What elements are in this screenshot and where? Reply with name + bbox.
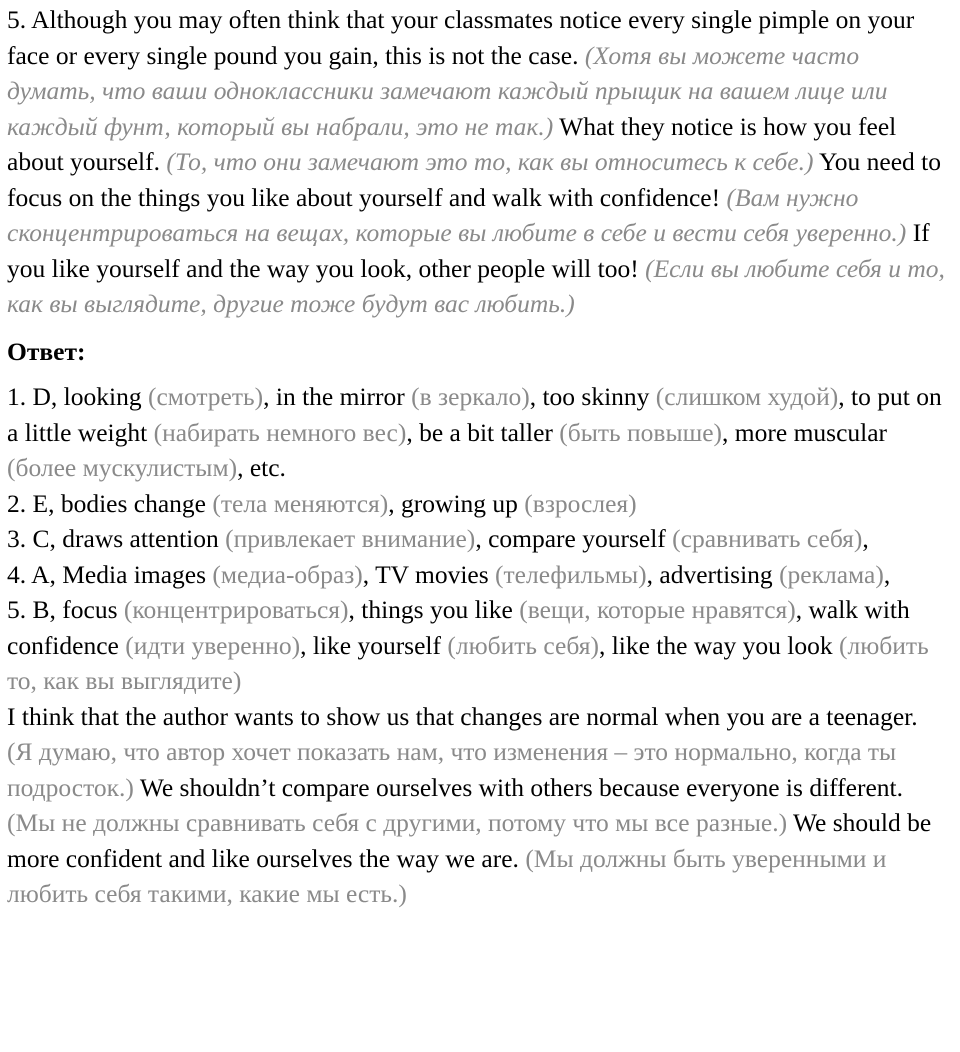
answer-term: , like the way you look <box>598 630 833 660</box>
conclusion-sentence-en: We shouldn’t compare ourselves with others because everyone is different. <box>139 772 904 802</box>
answer-term: , too skinny <box>529 382 650 411</box>
passage-sentence-en: If you like yourself and the way you look, other people will too! <box>7 218 930 283</box>
answer-item <box>7 486 946 522</box>
answer-translation: (концентрироваться) <box>123 595 349 624</box>
answer-term: 4. A, Media images <box>7 559 207 589</box>
answer-translation: (телефильмы) <box>495 559 647 589</box>
answer-term: 1. D, looking <box>7 382 142 411</box>
answer-translation: (тела меняются) <box>212 488 389 518</box>
conclusion-sentence-translation: (Мы должны быть уверенными и любить себя такими, какие мы есть.) <box>7 843 887 908</box>
answer-translation: (в зеркало) <box>411 382 530 411</box>
answer-list <box>7 379 946 699</box>
answer-term: , walk with confidence <box>7 595 910 660</box>
answer-term: 2. E, bodies change <box>7 488 206 518</box>
conclusion-sentence-translation: (Я думаю, что автор хочет показать нам, что изменения – это нормально, когда ты подросток.) <box>7 737 897 802</box>
answer-item <box>7 557 946 593</box>
answer-translation: (вещи, которые нравятся) <box>519 595 796 624</box>
answer-translation: (идти уверенно) <box>125 630 301 660</box>
answer-term: 5. B, focus <box>7 595 118 624</box>
answer-translation: (любить то, как вы выглядите) <box>7 630 929 695</box>
answer-term: , advertising <box>646 559 773 589</box>
answer-translation: (смотреть) <box>147 382 264 411</box>
passage-sentence-en: 5. Although you may often think that your classmates notice every single pimple on your face or every single pound you gain, this is not the case. <box>7 5 915 70</box>
answer-term: , more muscular <box>722 417 888 447</box>
passage-sentence-en: What they notice is how you feel about yourself. <box>7 111 897 176</box>
answer-term: , growing up <box>388 488 518 518</box>
answer-term: , be a bit taller <box>406 417 553 447</box>
answer-translation: (любить себя) <box>447 630 599 660</box>
conclusion-sentence-en: We should be more confident and like ourselves the way we are. <box>7 808 932 873</box>
answer-item <box>7 592 946 699</box>
passage-sentence-translation: (Хотя вы можете часто думать, что ваши одноклассники замечают каждый прыщик на вашем лице или каждый фунт, который вы набрали, это не так.) <box>7 40 888 141</box>
answer-translation: (сравнивать себя) <box>672 524 863 553</box>
answer-item <box>7 521 946 557</box>
answer-translation: (слишком худой) <box>655 382 839 411</box>
answer-translation: (медиа-образ) <box>212 559 363 589</box>
answer-term: , <box>883 559 891 589</box>
answer-heading: Ответ: <box>7 336 86 366</box>
answer-term: , things you like <box>348 595 513 624</box>
answer-translation: (взрослея) <box>524 488 637 518</box>
answer-translation: (привлекает внимание) <box>225 524 476 553</box>
answer-term: , to put on a little weight <box>7 382 942 447</box>
conclusion-paragraph <box>7 699 946 912</box>
answer-term: , etc. <box>237 453 286 482</box>
passage-sentence-translation: (То, что они замечают это то, как вы относитесь к себе.) <box>166 147 814 176</box>
answer-translation: (реклама) <box>779 559 884 589</box>
answer-translation: (более мускулистым) <box>7 453 238 482</box>
conclusion-sentence-translation: (Мы не должны сравнивать себя с другими, потому что мы все разные.) <box>7 808 788 837</box>
answer-term: , in the mirror <box>263 382 405 411</box>
answer-term: , TV movies <box>362 559 489 589</box>
passage-paragraph <box>7 2 946 322</box>
passage-sentence-translation: (Если вы любите себя и то, как вы выглядите, другие тоже будут вас любить.) <box>7 253 945 318</box>
answer-translation: (набирать немного вес) <box>153 417 407 447</box>
answer-term: , like yourself <box>300 630 442 660</box>
answer-item <box>7 379 946 486</box>
answer-translation: (быть повыше) <box>559 417 723 447</box>
answer-term: 3. C, draws attention <box>7 524 219 553</box>
passage-sentence-translation: (Вам нужно сконцентрироваться на вещах, которые вы любите в себе и вести себя уверенно.) <box>7 182 907 247</box>
answer-term: , <box>862 524 869 553</box>
answer-term: , compare yourself <box>475 524 666 553</box>
passage-sentence-en: You need to focus on the things you like about yourself and walk with confidence! <box>7 147 942 212</box>
conclusion-sentence-en: I think that the author wants to show us that changes are normal when you are a teenager. <box>7 701 918 731</box>
